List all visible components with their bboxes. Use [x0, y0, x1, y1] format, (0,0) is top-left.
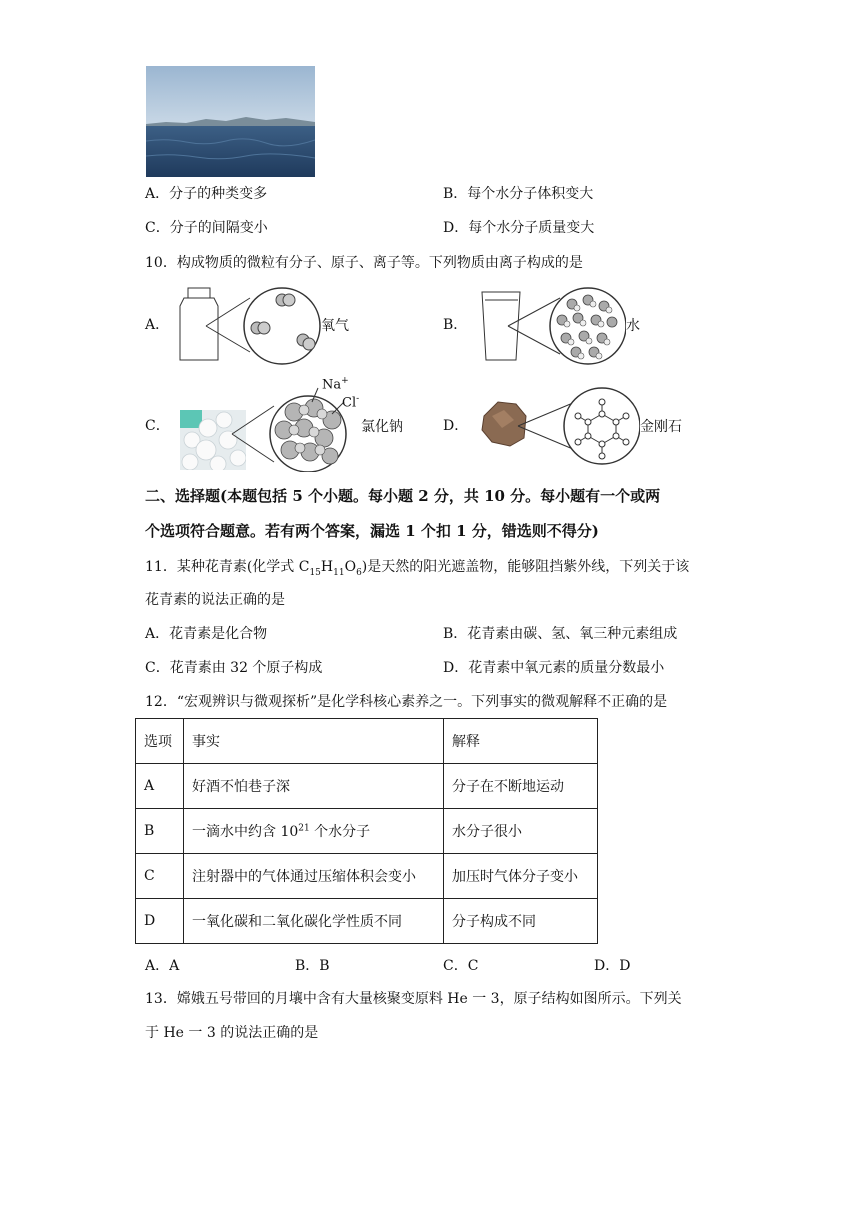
q10-d-label: 金刚石	[640, 419, 682, 435]
sea-photo	[146, 66, 315, 177]
q9-option-a: A．分子的种类变多	[145, 186, 268, 202]
q10-b-letter: B．	[443, 317, 468, 333]
q10-c-label: 氯化钠	[361, 419, 403, 435]
q10-d-letter: D．	[443, 418, 469, 434]
row-fact: 注射器中的气体通过压缩体积会变小	[184, 854, 444, 899]
diamond-diagram	[480, 386, 640, 466]
q12-answer-b: B．B	[295, 958, 330, 974]
q11-option-d: D．花青素中氧元素的质量分数最小	[443, 660, 665, 676]
q10-a-letter: A．	[145, 317, 170, 333]
na-ion-label	[322, 376, 349, 392]
table-header-row	[136, 719, 598, 764]
na-ion-charge: +	[341, 376, 349, 386]
table-row	[136, 809, 598, 854]
q12-answer-a: A．A	[145, 958, 180, 974]
q11-sub-h: 11	[333, 567, 345, 578]
cl-ion-symbol: Cl	[342, 395, 357, 411]
q11-stem2: 花青素的说法正确的是	[145, 592, 285, 608]
q11-sub-c: 15	[309, 567, 321, 578]
row-fact: 好酒不怕巷子深	[184, 764, 444, 809]
section2-line2: 个选项符合题意。若有两个答案，漏选 1 个扣 1 分，错选则不得分)	[145, 522, 599, 540]
q11-stem-pre: 11．某种花青素(化学式 C	[145, 559, 310, 575]
q10-b-label: 水	[626, 318, 640, 334]
row-fact: 一氧化碳和二氧化碳化学性质不同	[184, 899, 444, 944]
section2-line1: 二、选择题(本题包括 5 个小题。每小题 2 分，共 10 分。每小题有一个或两	[145, 487, 661, 505]
row-explanation: 分子构成不同	[444, 899, 598, 944]
table-row	[136, 854, 598, 899]
q13-line2: 于 He 一 3 的说法正确的是	[145, 1025, 319, 1041]
q12-table	[135, 718, 598, 944]
cl-ion-label	[342, 394, 359, 410]
row-option: A	[136, 764, 184, 809]
q10-a-label: 氧气	[321, 318, 349, 334]
fact-post: 个水分子	[309, 824, 371, 840]
table-row	[136, 764, 598, 809]
cl-ion-charge: -	[356, 394, 360, 404]
header-explanation: 解释	[444, 719, 598, 764]
header-fact: 事实	[184, 719, 444, 764]
table-row	[136, 899, 598, 944]
q9-option-c: C．分子的间隔变小	[145, 220, 268, 236]
row-option: D	[136, 899, 184, 944]
q11-stem-post: )是天然的阳光遮盖物，能够阻挡紫外线，下列关于该	[361, 559, 690, 575]
row-fact	[184, 809, 444, 854]
row-explanation: 分子在不断地运动	[444, 764, 598, 809]
q12-answer-c: C．C	[443, 958, 479, 974]
q11-sub-o: 6	[356, 567, 362, 578]
header-option: 选项	[136, 719, 184, 764]
row-option: C	[136, 854, 184, 899]
q11-stem	[145, 557, 689, 583]
row-explanation: 加压时气体分子变小	[444, 854, 598, 899]
q9-option-b: B．每个水分子体积变大	[443, 186, 594, 202]
water-diagram	[478, 286, 626, 366]
q11-option-b: B．花青素由碳、氢、氧三种元素组成	[443, 626, 678, 642]
q10-stem: 10．构成物质的微粒有分子、原子、离子等。下列物质由离子构成的是	[145, 255, 583, 271]
oxygen-diagram	[176, 286, 321, 366]
q11-option-a: A．花青素是化合物	[145, 626, 268, 642]
q11-option-c: C．花青素由 32 个原子构成	[145, 660, 323, 676]
nacl-diagram	[222, 380, 352, 472]
row-explanation: 水分子很小	[444, 809, 598, 854]
q10-c-letter: C．	[145, 418, 170, 434]
na-ion-symbol: Na	[322, 377, 342, 393]
fact-pre: 一滴水中约含 10	[192, 824, 299, 840]
q11-o: O	[344, 559, 357, 575]
fact-exponent: 21	[298, 823, 310, 834]
row-option: B	[136, 809, 184, 854]
q9-option-d: D．每个水分子质量变大	[443, 220, 595, 236]
q12-stem: 12．“宏观辨识与微观探析”是化学科核心素养之一。下列事实的微观解释不正确的是	[145, 694, 668, 710]
q13-line1: 13．嫦娥五号带回的月壤中含有大量核聚变原料 He 一 3，原子结构如图所示。下列关	[145, 991, 682, 1007]
q11-h: H	[320, 559, 334, 575]
q12-answer-d: D．D	[594, 958, 631, 974]
